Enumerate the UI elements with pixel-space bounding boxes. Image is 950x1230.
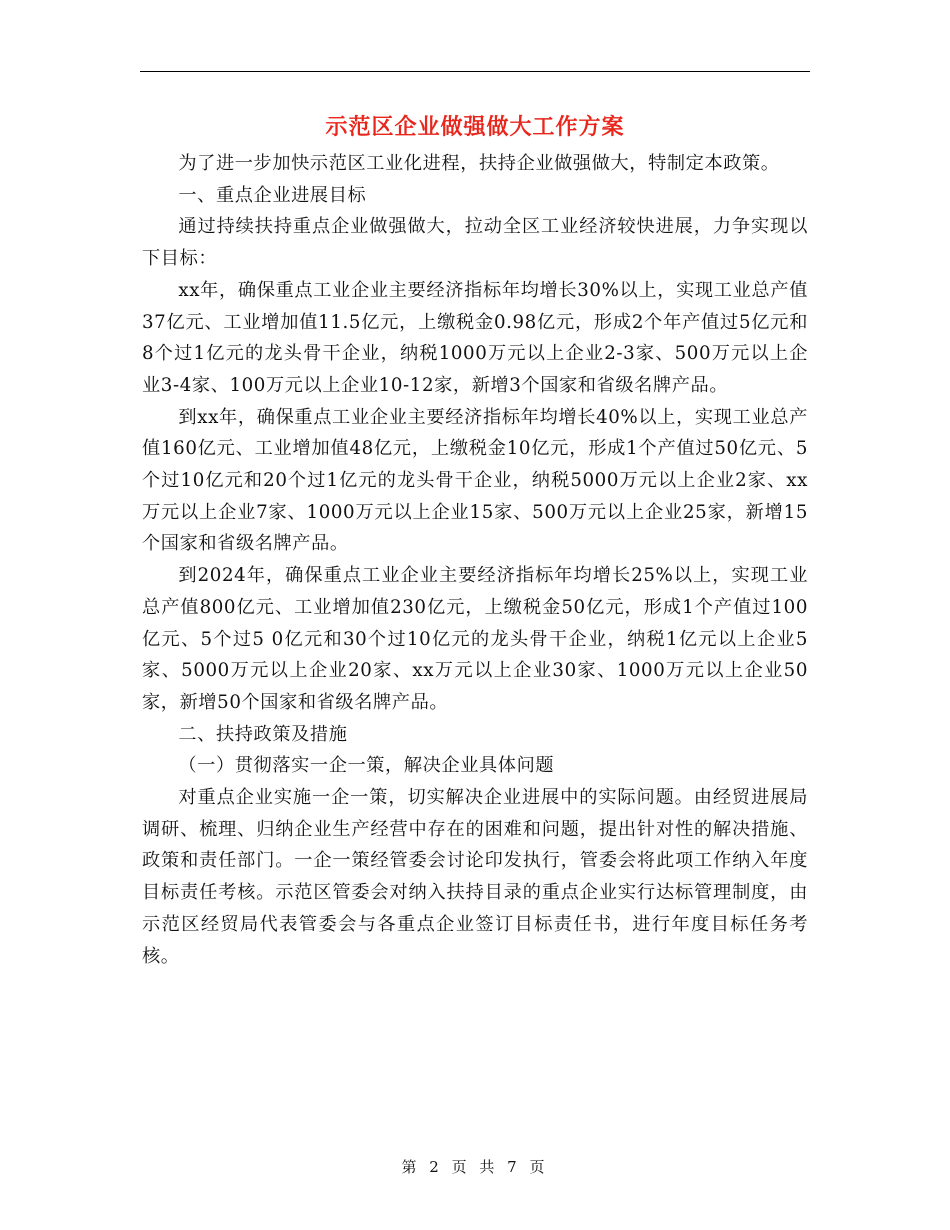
section-heading-1: 一、重点企业进展目标 <box>178 184 367 206</box>
intro-paragraph: 为了进一步加快示范区工业化进程，扶持企业做强做大，特制定本政策。 <box>178 153 780 174</box>
header-rule <box>140 71 810 72</box>
goal-paragraph-1: xx年，确保重点工业企业主要经济指标年均增长30%以上，实现工业总产值37亿元、工业增加值11.5亿元，上缴税金0.98亿元，形成2个年产值过5亿元和8个过1亿元的龙头骨干企业，纳税1000万元以上企业2-3家、500万元以上企业3-4家、100万元以上企业10-12家，新增3个国家和省级名牌产品。 <box>142 279 808 396</box>
section-heading-2: 二、扶持政策及措施 <box>178 723 348 745</box>
document-title: 示范区企业做强做大工作方案 <box>325 114 625 140</box>
goal-intro-paragraph: 通过持续扶持重点企业做强做大，拉动全区工业经济较快进展，力争实现以下目标： <box>142 216 808 270</box>
subsection-heading-1: （一）贯彻落实一企一策，解决企业具体问题 <box>178 755 555 777</box>
document-body <box>142 148 808 972</box>
goal-paragraph-3: 到2024年，确保重点工业企业主要经济指标年均增长25%以上，实现工业总产值800亿元、工业增加值230亿元，上缴税金50亿元，形成1个产值过100亿元、5个过5 0亿元和30个过10亿元的龙头骨干企业，纳税1亿元以上企业5家、5000万元以上企业20家、xx万元以上企业30家、1000万元以上企业50家，新增50个国家和省级名牌产品。 <box>142 565 808 713</box>
goal-paragraph-2: 到xx年，确保重点工业企业主要经济指标年均增长40%以上，实现工业总产值160亿元、工业增加值48亿元，上缴税金10亿元，形成1个产值过50亿元、5个过10亿元和20个过1亿元的龙头骨干企业，纳税5000万元以上企业2家、xx万元以上企业7家、1000万元以上企业15家、500万元以上企业25家，新增15个国家和省级名牌产品。 <box>142 406 808 555</box>
page-number: 第 2 页 共 7 页 <box>401 1158 549 1176</box>
policy-paragraph-1: 对重点企业实施一企一策，切实解决企业进展中的实际问题。由经贸进展局调研、梳理、归纳企业生产经营中存在的困难和问题，提出针对性的解决措施、政策和责任部门。一企一策经管委会讨论印发执行，管委会将此项工作纳入年度目标责任考核。示范区管委会对纳入扶持目录的重点企业实行达标管理制度，由示范区经贸局代表管委会与各重点企业签订目标责任书，进行年度目标任务考核。 <box>142 787 808 967</box>
